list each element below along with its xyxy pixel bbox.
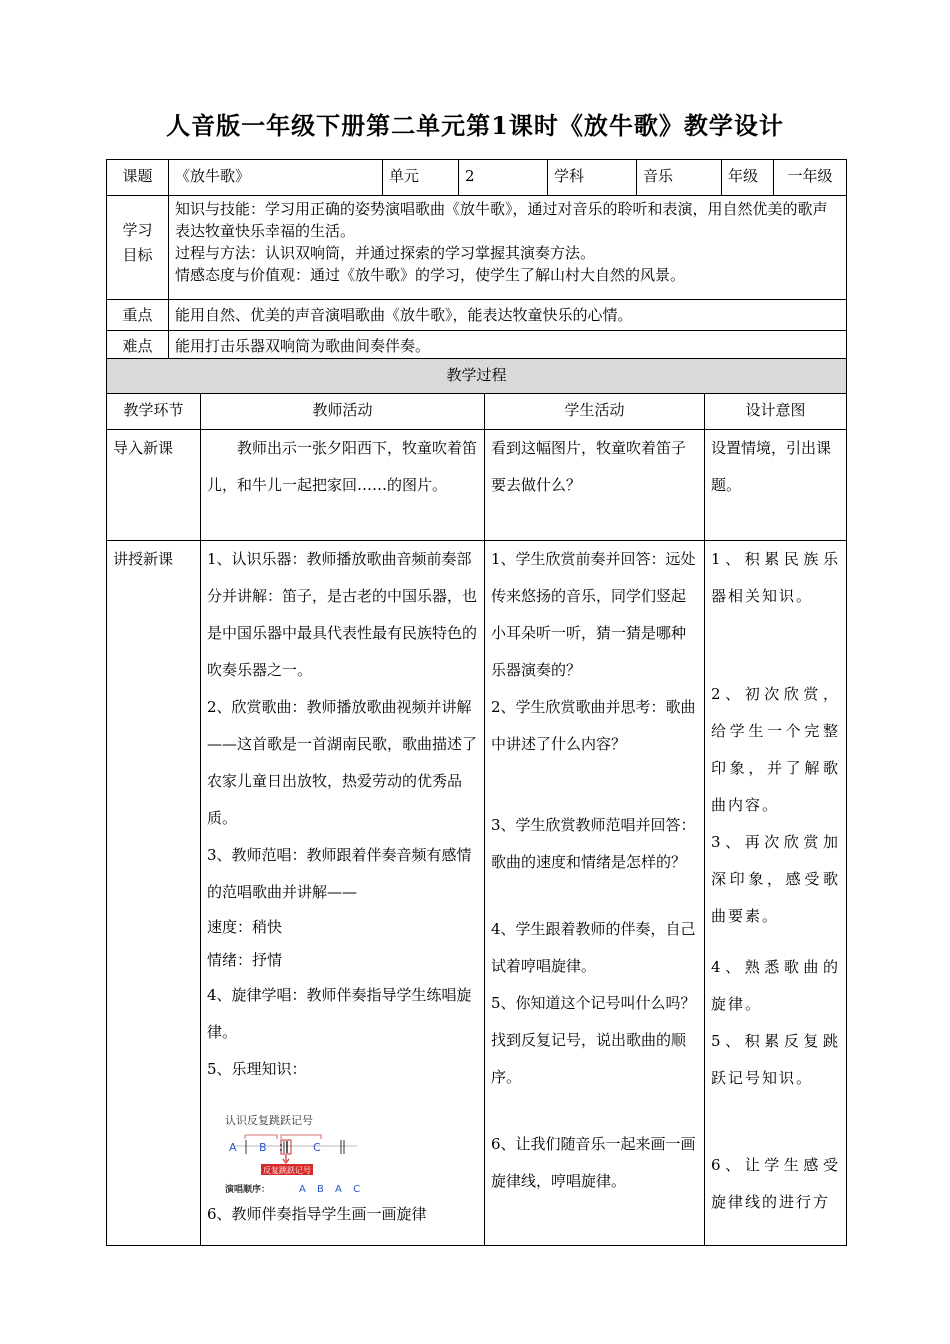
repeat-mark-box xyxy=(281,1140,291,1154)
lesson-stage: 讲授新课 xyxy=(107,541,201,1246)
grade-value: 一年级 xyxy=(774,160,847,196)
goals-label xyxy=(107,196,169,300)
teacher-step-3-mood: 情绪：抒情 xyxy=(207,951,283,969)
intro-student: 看到这幅图片，牧童吹着笛子要去做什么？ xyxy=(485,430,705,541)
teacher-step-4: 4、旋律学唱：教师伴奏指导学生练唱旋律。 xyxy=(207,986,472,1041)
goal-process: 过程与方法：认识双响筒，并通过探索的学习掌握其演奏方法。 xyxy=(175,244,596,262)
lesson-teacher xyxy=(201,541,485,1246)
key-point-label: 重点 xyxy=(107,300,169,331)
subject-label: 学科 xyxy=(548,160,637,196)
repeat-dot-2 xyxy=(280,1149,282,1151)
process-table xyxy=(106,358,847,1246)
page-title: 人音版一年级下册第二单元第1课时《放牛歌》教学设计 xyxy=(166,111,784,140)
intent-step-1: 1、积累民族乐器相关知识。 xyxy=(711,550,841,605)
repeat-dot-1 xyxy=(280,1144,282,1146)
student-step-5: 5、你知道这个记号叫什么吗？找到反复记号，说出歌曲的顺序。 xyxy=(491,994,696,1086)
teacher-step-1: 1、认识乐器：教师播放歌曲音频前奏部分并讲解：笛子，是古老的中国乐器，也是中国乐器中最具代表性最有民族特色的吹奏乐器之一。 xyxy=(207,550,478,679)
teacher-step-3-speed: 速度：稍快 xyxy=(207,918,283,936)
intro-intent: 设置情境，引出课题。 xyxy=(705,430,847,541)
unit-label: 单元 xyxy=(383,160,459,196)
student-step-6: 6、让我们随音乐一起来画一画旋律线，哼唱旋律。 xyxy=(491,1135,696,1190)
order-label: 演唱顺序： xyxy=(225,1185,271,1195)
goals-content xyxy=(169,196,847,300)
difficulty-text: 能用打击乐器双响筒为歌曲间奏伴奏。 xyxy=(169,331,847,362)
intro-teacher: 教师出示一张夕阳西下，牧童吹着笛儿，和牛儿一起把家回……的图片。 xyxy=(201,430,485,541)
col-student: 学生活动 xyxy=(485,394,705,430)
intent-step-2: 2、初次欣赏，给学生一个完整印象，并了解歌曲内容。 xyxy=(711,685,841,814)
lesson-student xyxy=(485,541,705,1246)
repeat-sign-figure xyxy=(221,1108,371,1198)
figure-caption: 认识反复跳跃记号 xyxy=(225,1114,313,1127)
student-step-2: 2、学生欣赏歌曲并思考：歌曲中讲述了什么内容？ xyxy=(491,698,696,753)
bracket-lines xyxy=(245,1135,321,1139)
grade-label: 年级 xyxy=(722,160,774,196)
mark-label: 反复跳跃记号 xyxy=(263,1166,311,1175)
intent-step-4: 4、熟悉歌曲的旋律。 xyxy=(711,958,841,1013)
repeat-sign-diagram xyxy=(221,1108,371,1198)
note-b: B xyxy=(259,1141,267,1154)
order-value: A B A C xyxy=(299,1184,365,1195)
teacher-step-3: 3、教师范唱：教师跟着伴奏音频有感情的范唱歌曲并讲解—— xyxy=(207,846,472,901)
intro-stage: 导入新课 xyxy=(107,430,201,541)
difficulty-label: 难点 xyxy=(107,331,169,362)
unit-value: 2 xyxy=(459,160,548,196)
lesson-intent xyxy=(705,541,847,1246)
teacher-step-2: 2、欣赏歌曲：教师播放歌曲视频并讲解——这首歌是一首湖南民歌，歌曲描述了农家儿童日出放牧，热爱劳动的优秀品质。 xyxy=(207,698,478,827)
topic-label: 课题 xyxy=(107,160,169,196)
col-stage: 教学环节 xyxy=(107,394,201,430)
topic-value: 《放牛歌》 xyxy=(169,160,383,196)
info-table xyxy=(106,159,847,362)
note-a: A xyxy=(229,1141,237,1154)
teacher-step-5: 5、乐理知识： xyxy=(207,1060,307,1078)
student-step-1: 1、学生欣赏前奏并回答：远处传来悠扬的音乐，同学们竖起小耳朵听一听，猜一猜是哪种乐器演奏的？ xyxy=(491,550,696,679)
intent-step-3: 3、再次欣赏加深印象，感受歌曲要素。 xyxy=(711,833,841,925)
teacher-step-6: 6、教师伴奏指导学生画一画旋律 xyxy=(207,1205,427,1223)
intent-step-6: 6、让学生感受旋律线的进行方 xyxy=(711,1156,841,1211)
key-point-text: 能用自然、优美的声音演唱歌曲《放牛歌》，能表达牧童快乐的心情。 xyxy=(169,300,847,331)
goal-knowledge: 知识与技能：学习用正确的姿势演唱歌曲《放牛歌》，通过对音乐的聆听和表演，用自然优美的歌声表达牧童快乐幸福的生活。 xyxy=(175,200,828,240)
student-step-4: 4、学生跟着教师的伴奏，自己试着哼唱旋律。 xyxy=(491,920,696,975)
intent-step-5: 5、积累反复跳跃记号知识。 xyxy=(711,1032,841,1087)
col-intent: 设计意图 xyxy=(705,394,847,430)
student-step-3: 3、学生欣赏教师范唱并回答：歌曲的速度和情绪是怎样的？ xyxy=(491,816,696,871)
process-header: 教学过程 xyxy=(107,359,847,394)
goals-label-line2: 目标 xyxy=(122,246,153,264)
goals-label-line1: 学习 xyxy=(122,221,153,239)
note-c: C xyxy=(313,1141,321,1154)
col-teacher: 教师活动 xyxy=(201,394,485,430)
goal-emotion: 情感态度与价值观：通过《放牛歌》的学习，使学生了解山村大自然的风景。 xyxy=(175,266,686,284)
subject-value: 音乐 xyxy=(637,160,722,196)
